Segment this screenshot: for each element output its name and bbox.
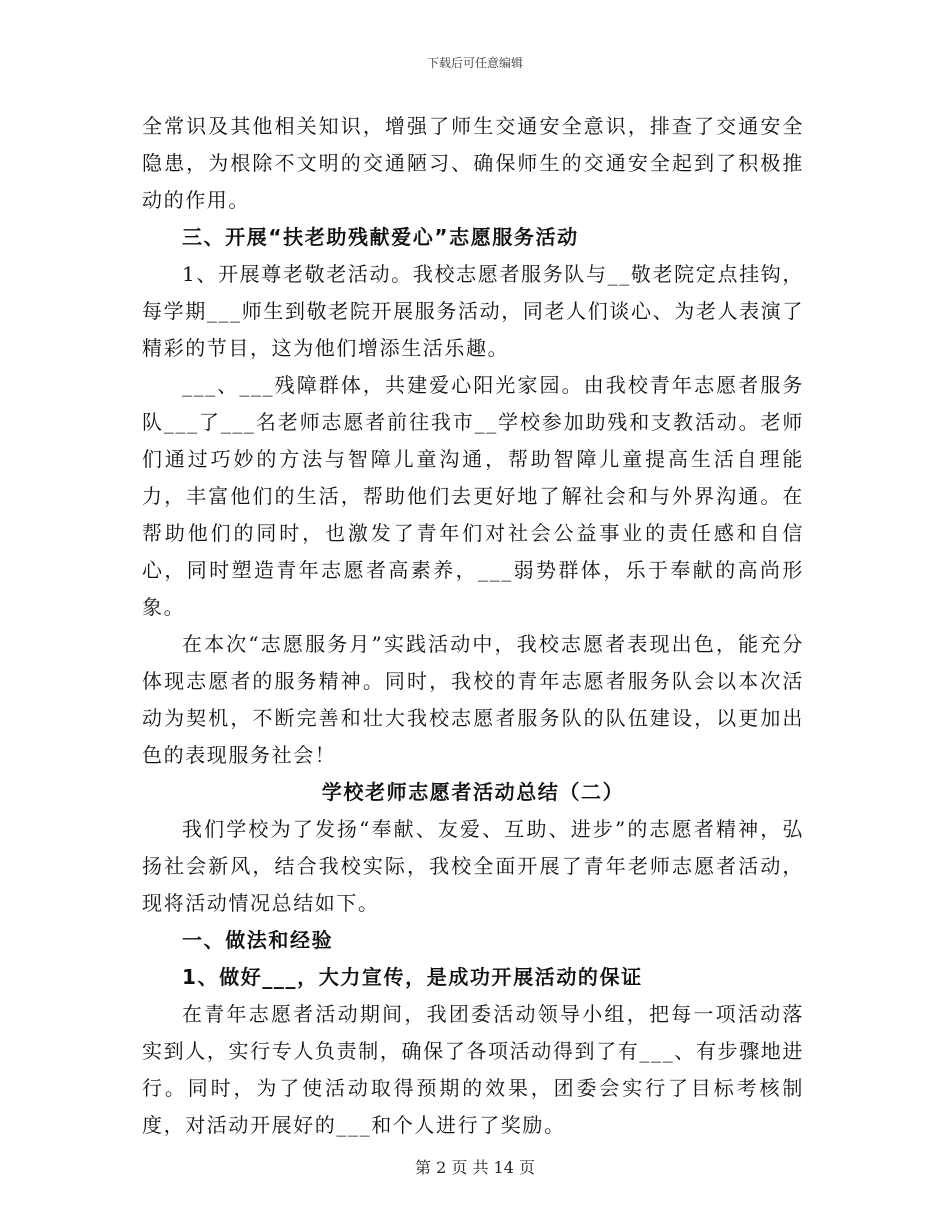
section-heading-3: 三、开展“扶老助残献爱心”志愿服务活动 xyxy=(182,225,579,249)
paragraph-continued: 全常识及其他相关知识，增强了师生交通安全意识，排查了交通安全隐患，为根除不文明的交通陋习、确保师生的交通安全起到了积极推动的作用。 xyxy=(142,114,804,212)
document-body xyxy=(142,108,804,1144)
page-footer: 第 2 页 共 14 页 xyxy=(415,1158,535,1177)
paragraph: 在本次“志愿服务月”实践活动中，我校志愿者表现出色，能充分体现志愿者的服务精神。同时，我校的青年志愿者服务队会以本次活动为契机，不断完善和壮大我校志愿者服务队的队伍建设，以更加出色的表现服务社会！ xyxy=(142,632,804,767)
document-title: 学校老师志愿者活动总结（二） xyxy=(321,780,625,804)
page-header: 下载后可任意编辑 xyxy=(426,56,523,70)
paragraph: 1、开展尊老敬老活动。我校志愿者服务队与__敬老院定点挂钩，每学期___师生到敬老院开展服务活动，同老人们谈心、为老人表演了精彩的节目，这为他们增添生活乐趣。 xyxy=(142,262,804,360)
paragraph: 在青年志愿者活动期间，我团委活动领导小组，把每一项活动落实到人，实行专人负责制，确保了各项活动得到了有___、有步骤地进行。同时，为了使活动取得预期的效果，团委会实行了目标考核制度，对活动开展好的___和个人进行了奖励。 xyxy=(142,1002,804,1137)
paragraph: 我们学校为了发扬“奉献、友爱、互助、进步”的志愿者精神，弘扬社会新风，结合我校实际，我校全面开展了青年老师志愿者活动，现将活动情况总结如下。 xyxy=(142,817,804,915)
paragraph: ___、___残障群体，共建爱心阳光家园。由我校青年志愿者服务队___了___名老师志愿者前往我市__学校参加助残和支教活动。老师们通过巧妙的方法与智障儿童沟通，帮助智障儿童提高生活自理能力，丰富他们的生活，帮助他们去更好地了解社会和与外界沟通。在帮助他们的同时，也激发了青年们对社会公益事业的责任感和自信心，同时塑造青年志愿者高素养，___弱势群体，乐于奉献的高尚形象。 xyxy=(142,373,804,619)
section-heading-1: 一、做法和经验 xyxy=(182,928,334,952)
subsection-heading: 1、做好___，大力宣传，是成功开展活动的保证 xyxy=(182,965,643,989)
